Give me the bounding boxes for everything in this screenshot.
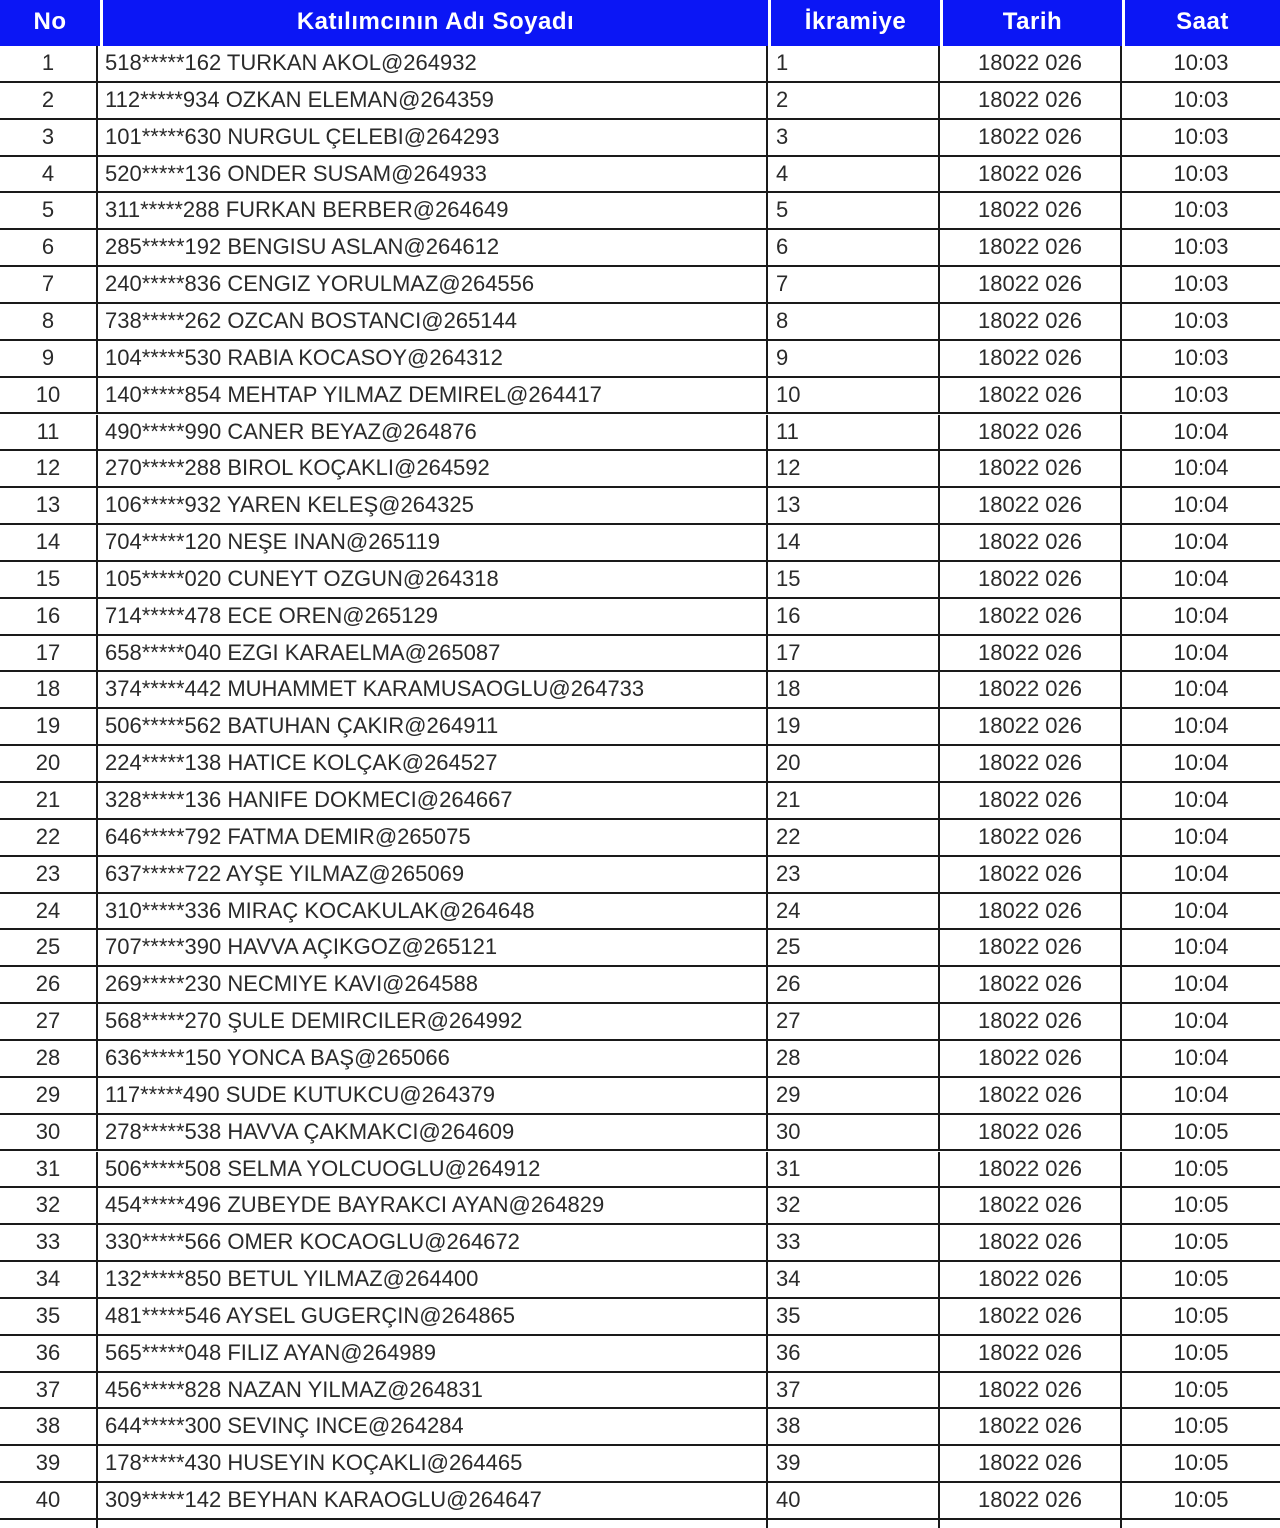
table-row[interactable] [0, 1004, 1280, 1041]
header-ikramiye[interactable]: İkramiye [768, 0, 940, 46]
cell-saat[interactable]: 10:03 [1120, 193, 1280, 230]
cell-saat[interactable]: 10:03 [1120, 267, 1280, 304]
table-row[interactable] [0, 672, 1280, 709]
cell-saat[interactable]: 10:04 [1120, 820, 1280, 857]
cell-tarih[interactable]: 18022 026 [938, 1041, 1120, 1078]
cell-ikramiye[interactable]: 24 [766, 894, 938, 931]
cell-name[interactable]: 714*****478 ECE OREN@265129 [96, 599, 766, 636]
cell-saat[interactable]: 10:03 [1120, 120, 1280, 157]
cell-tarih[interactable]: 18022 026 [938, 636, 1120, 673]
cell-tarih[interactable]: 18022 026 [938, 341, 1120, 378]
cell-saat[interactable]: 10:05 [1120, 1225, 1280, 1262]
cell-no[interactable]: 32 [0, 1188, 96, 1225]
cell-tarih[interactable]: 18022 026 [938, 967, 1120, 1004]
cell-ikramiye[interactable]: 26 [766, 967, 938, 1004]
cell-no[interactable]: 33 [0, 1225, 96, 1262]
table-row[interactable] [0, 746, 1280, 783]
cell-no[interactable]: 11 [0, 415, 96, 452]
cell-saat[interactable]: 10:05 [1120, 1336, 1280, 1373]
cell-tarih[interactable]: 18022 026 [938, 1115, 1120, 1152]
cell-name[interactable]: 104*****530 RABIA KOCASOY@264312 [96, 341, 766, 378]
table-row[interactable] [0, 636, 1280, 673]
cell-ikramiye[interactable]: 19 [766, 709, 938, 746]
cell-tarih[interactable]: 18022 026 [938, 1004, 1120, 1041]
cell-saat[interactable]: 10:04 [1120, 525, 1280, 562]
cell-ikramiye[interactable]: 11 [766, 415, 938, 452]
cell-tarih[interactable]: 18022 026 [938, 709, 1120, 746]
cell-tarih[interactable]: 18022 026 [938, 1152, 1120, 1189]
table-row[interactable] [0, 1115, 1280, 1152]
cell-saat[interactable]: 10:04 [1120, 709, 1280, 746]
table-row[interactable] [0, 599, 1280, 636]
cell-saat[interactable]: 10:05 [1120, 1188, 1280, 1225]
cell-tarih[interactable]: 18022 026 [938, 304, 1120, 341]
table-row[interactable] [0, 378, 1280, 415]
cell-name[interactable]: 285*****192 BENGISU ASLAN@264612 [96, 230, 766, 267]
cell-ikramiye[interactable]: 6 [766, 230, 938, 267]
cell-name[interactable]: 704*****120 NEŞE INAN@265119 [96, 525, 766, 562]
cell-ikramiye[interactable]: 25 [766, 930, 938, 967]
cell-no[interactable]: 30 [0, 1115, 96, 1152]
header-name[interactable]: Katılımcının Adı Soyadı [100, 0, 768, 46]
cell-no[interactable]: 19 [0, 709, 96, 746]
header-no[interactable]: No [0, 0, 100, 46]
cell-ikramiye[interactable]: 29 [766, 1078, 938, 1115]
cell-name[interactable]: 132*****850 BETUL YILMAZ@264400 [96, 1262, 766, 1299]
cell-saat[interactable]: 10:04 [1120, 967, 1280, 1004]
cell-ikramiye[interactable]: 30 [766, 1115, 938, 1152]
cell-name[interactable]: 520*****136 ONDER SUSAM@264933 [96, 157, 766, 194]
cell-tarih[interactable]: 18022 026 [938, 1262, 1120, 1299]
cell-saat[interactable]: 10:05 [1120, 1152, 1280, 1189]
table-row[interactable] [0, 967, 1280, 1004]
cell-ikramiye[interactable]: 12 [766, 451, 938, 488]
cell-no[interactable]: 5 [0, 193, 96, 230]
cell-tarih[interactable]: 18022 026 [938, 1078, 1120, 1115]
cell-tarih[interactable]: 18022 026 [938, 525, 1120, 562]
table-row[interactable] [0, 415, 1280, 452]
cell-saat[interactable]: 10:04 [1120, 562, 1280, 599]
cell-saat[interactable]: 10:03 [1120, 83, 1280, 120]
cell-no[interactable]: 18 [0, 672, 96, 709]
table-row[interactable] [0, 930, 1280, 967]
table-row[interactable] [0, 341, 1280, 378]
cell-saat[interactable]: 10:04 [1120, 488, 1280, 525]
cell-tarih[interactable]: 18022 026 [938, 1446, 1120, 1483]
cell-no[interactable]: 35 [0, 1299, 96, 1336]
cell-ikramiye[interactable]: 37 [766, 1373, 938, 1410]
cell-name[interactable]: 270*****288 BIROL KOÇAKLI@264592 [96, 451, 766, 488]
cell-name[interactable]: 240*****836 CENGIZ YORULMAZ@264556 [96, 267, 766, 304]
table-row[interactable] [0, 894, 1280, 931]
cell-ikramiye[interactable]: 15 [766, 562, 938, 599]
cell-tarih[interactable]: 18022 026 [938, 894, 1120, 931]
cell-tarih[interactable]: 18022 026 [938, 1483, 1120, 1520]
cell-ikramiye[interactable]: 20 [766, 746, 938, 783]
cell-saat[interactable]: 10:04 [1120, 746, 1280, 783]
cell-no[interactable]: 26 [0, 967, 96, 1004]
cell-name[interactable]: 117*****490 SUDE KUTUKCU@264379 [96, 1078, 766, 1115]
cell-tarih[interactable]: 18022 026 [938, 820, 1120, 857]
table-row[interactable] [0, 1336, 1280, 1373]
cell-saat[interactable]: 10:05 [1120, 1483, 1280, 1520]
cell-no[interactable]: 4 [0, 157, 96, 194]
cell-tarih[interactable]: 18022 026 [938, 451, 1120, 488]
table-row[interactable] [0, 525, 1280, 562]
cell-ikramiye[interactable]: 35 [766, 1299, 938, 1336]
cell-ikramiye[interactable]: 31 [766, 1152, 938, 1189]
cell-name[interactable]: 565*****048 FILIZ AYAN@264989 [96, 1336, 766, 1373]
cell-saat[interactable]: 10:05 [1120, 1115, 1280, 1152]
cell-tarih[interactable]: 18022 026 [938, 157, 1120, 194]
cell-ikramiye[interactable]: 33 [766, 1225, 938, 1262]
cell-saat[interactable]: 10:04 [1120, 930, 1280, 967]
empty-cell [766, 1520, 938, 1528]
cell-name[interactable]: 330*****566 OMER KOCAOGLU@264672 [96, 1225, 766, 1262]
cell-name[interactable]: 374*****442 MUHAMMET KARAMUSAOGLU@264733 [96, 672, 766, 709]
cell-saat[interactable]: 10:04 [1120, 672, 1280, 709]
cell-tarih[interactable]: 18022 026 [938, 930, 1120, 967]
cell-no[interactable]: 21 [0, 783, 96, 820]
cell-saat[interactable]: 10:03 [1120, 230, 1280, 267]
cell-name[interactable]: 106*****932 YAREN KELEŞ@264325 [96, 488, 766, 525]
cell-ikramiye[interactable]: 7 [766, 267, 938, 304]
cell-name[interactable]: 269*****230 NECMIYE KAVI@264588 [96, 967, 766, 1004]
cell-no[interactable]: 3 [0, 120, 96, 157]
header-tarih[interactable]: Tarih [940, 0, 1122, 46]
cell-name[interactable]: 454*****496 ZUBEYDE BAYRAKCI AYAN@264829 [96, 1188, 766, 1225]
cell-no[interactable]: 7 [0, 267, 96, 304]
cell-name[interactable]: 738*****262 OZCAN BOSTANCI@265144 [96, 304, 766, 341]
empty-cell [1120, 1520, 1280, 1528]
cell-name[interactable]: 224*****138 HATICE KOLÇAK@264527 [96, 746, 766, 783]
table-row[interactable] [0, 157, 1280, 194]
cell-no[interactable]: 22 [0, 820, 96, 857]
cell-saat[interactable]: 10:04 [1120, 599, 1280, 636]
cell-name[interactable]: 481*****546 AYSEL GUGERÇIN@264865 [96, 1299, 766, 1336]
table-row[interactable] [0, 230, 1280, 267]
cell-no[interactable]: 10 [0, 378, 96, 415]
cell-ikramiye[interactable]: 32 [766, 1188, 938, 1225]
cell-ikramiye[interactable]: 9 [766, 341, 938, 378]
cell-ikramiye[interactable]: 13 [766, 488, 938, 525]
cell-tarih[interactable]: 18022 026 [938, 857, 1120, 894]
cell-no[interactable]: 40 [0, 1483, 96, 1520]
cell-ikramiye[interactable]: 8 [766, 304, 938, 341]
cell-ikramiye[interactable]: 36 [766, 1336, 938, 1373]
table-row[interactable] [0, 1483, 1280, 1520]
cell-no[interactable]: 38 [0, 1409, 96, 1446]
cell-name[interactable]: 490*****990 CANER BEYAZ@264876 [96, 415, 766, 452]
cell-name[interactable]: 658*****040 EZGI KARAELMA@265087 [96, 636, 766, 673]
cell-tarih[interactable]: 18022 026 [938, 46, 1120, 83]
cell-ikramiye[interactable]: 16 [766, 599, 938, 636]
cell-ikramiye[interactable]: 28 [766, 1041, 938, 1078]
cell-tarih[interactable]: 18022 026 [938, 83, 1120, 120]
table-row[interactable] [0, 820, 1280, 857]
cell-name[interactable]: 105*****020 CUNEYT OZGUN@264318 [96, 562, 766, 599]
cell-name[interactable]: 506*****508 SELMA YOLCUOGLU@264912 [96, 1152, 766, 1189]
cell-saat[interactable]: 10:04 [1120, 894, 1280, 931]
cell-tarih[interactable]: 18022 026 [938, 1225, 1120, 1262]
empty-cell [938, 1520, 1120, 1528]
cell-no[interactable]: 24 [0, 894, 96, 931]
cell-tarih[interactable]: 18022 026 [938, 1373, 1120, 1410]
cell-name[interactable]: 456*****828 NAZAN YILMAZ@264831 [96, 1373, 766, 1410]
cell-no[interactable]: 8 [0, 304, 96, 341]
cell-name[interactable]: 112*****934 OZKAN ELEMAN@264359 [96, 83, 766, 120]
cell-saat[interactable]: 10:03 [1120, 157, 1280, 194]
cell-ikramiye[interactable]: 4 [766, 157, 938, 194]
empty-cell [0, 1520, 96, 1528]
cell-tarih[interactable]: 18022 026 [938, 415, 1120, 452]
cell-name[interactable]: 506*****562 BATUHAN ÇAKIR@264911 [96, 709, 766, 746]
cell-name[interactable]: 518*****162 TURKAN AKOL@264932 [96, 46, 766, 83]
table-row[interactable] [0, 857, 1280, 894]
cell-no[interactable]: 23 [0, 857, 96, 894]
cell-ikramiye[interactable]: 21 [766, 783, 938, 820]
table-row[interactable] [0, 1225, 1280, 1262]
table-row[interactable] [0, 1299, 1280, 1336]
table-row[interactable] [0, 1152, 1280, 1189]
cell-saat[interactable]: 10:05 [1120, 1262, 1280, 1299]
cell-tarih[interactable]: 18022 026 [938, 120, 1120, 157]
cell-name[interactable]: 707*****390 HAVVA AÇIKGOZ@265121 [96, 930, 766, 967]
cell-no[interactable]: 34 [0, 1262, 96, 1299]
cell-ikramiye[interactable]: 14 [766, 525, 938, 562]
cell-tarih[interactable]: 18022 026 [938, 1188, 1120, 1225]
cell-saat[interactable]: 10:03 [1120, 46, 1280, 83]
cell-ikramiye[interactable]: 34 [766, 1262, 938, 1299]
cell-saat[interactable]: 10:04 [1120, 451, 1280, 488]
cell-tarih[interactable]: 18022 026 [938, 1409, 1120, 1446]
cell-saat[interactable]: 10:04 [1120, 1078, 1280, 1115]
cell-saat[interactable]: 10:03 [1120, 304, 1280, 341]
cell-saat[interactable]: 10:04 [1120, 415, 1280, 452]
cell-saat[interactable]: 10:04 [1120, 1041, 1280, 1078]
table-row[interactable] [0, 193, 1280, 230]
cell-no[interactable]: 27 [0, 1004, 96, 1041]
cell-name[interactable]: 328*****136 HANIFE DOKMECI@264667 [96, 783, 766, 820]
cell-no[interactable]: 2 [0, 83, 96, 120]
cell-no[interactable]: 6 [0, 230, 96, 267]
cell-ikramiye[interactable]: 39 [766, 1446, 938, 1483]
empty-cell [96, 1520, 766, 1528]
cell-no[interactable]: 1 [0, 46, 96, 83]
cell-tarih[interactable]: 18022 026 [938, 378, 1120, 415]
cell-saat[interactable]: 10:04 [1120, 636, 1280, 673]
header-saat[interactable]: Saat [1122, 0, 1280, 46]
cell-ikramiye[interactable]: 5 [766, 193, 938, 230]
cell-saat[interactable]: 10:04 [1120, 783, 1280, 820]
cell-no[interactable]: 31 [0, 1152, 96, 1189]
cell-no[interactable]: 20 [0, 746, 96, 783]
table-row[interactable] [0, 1446, 1280, 1483]
cell-ikramiye[interactable]: 3 [766, 120, 938, 157]
table-row[interactable] [0, 451, 1280, 488]
cell-no[interactable]: 39 [0, 1446, 96, 1483]
cell-no[interactable]: 17 [0, 636, 96, 673]
cell-tarih[interactable]: 18022 026 [938, 599, 1120, 636]
table-row[interactable] [0, 267, 1280, 304]
cell-saat[interactable]: 10:05 [1120, 1373, 1280, 1410]
cell-no[interactable]: 28 [0, 1041, 96, 1078]
cell-name[interactable]: 637*****722 AYŞE YILMAZ@265069 [96, 857, 766, 894]
table-row[interactable] [0, 304, 1280, 341]
table-row[interactable] [0, 1409, 1280, 1446]
cell-ikramiye[interactable]: 17 [766, 636, 938, 673]
cell-name[interactable]: 140*****854 MEHTAP YILMAZ DEMIREL@264417 [96, 378, 766, 415]
cell-ikramiye[interactable]: 22 [766, 820, 938, 857]
cell-ikramiye[interactable]: 40 [766, 1483, 938, 1520]
cell-saat[interactable]: 10:05 [1120, 1299, 1280, 1336]
cell-name[interactable]: 646*****792 FATMA DEMIR@265075 [96, 820, 766, 857]
table-row[interactable] [0, 783, 1280, 820]
table-row[interactable] [0, 1078, 1280, 1115]
cell-ikramiye[interactable]: 23 [766, 857, 938, 894]
cell-tarih[interactable]: 18022 026 [938, 746, 1120, 783]
cell-tarih[interactable]: 18022 026 [938, 783, 1120, 820]
table-row[interactable] [0, 1041, 1280, 1078]
cell-ikramiye[interactable]: 38 [766, 1409, 938, 1446]
cell-name[interactable]: 178*****430 HUSEYIN KOÇAKLI@264465 [96, 1446, 766, 1483]
table-row[interactable] [0, 562, 1280, 599]
cell-saat[interactable]: 10:04 [1120, 857, 1280, 894]
cell-no[interactable]: 25 [0, 930, 96, 967]
cell-no[interactable]: 16 [0, 599, 96, 636]
table-row[interactable] [0, 1262, 1280, 1299]
cell-tarih[interactable]: 18022 026 [938, 267, 1120, 304]
cell-saat[interactable]: 10:03 [1120, 341, 1280, 378]
cell-name[interactable]: 278*****538 HAVVA ÇAKMAKCI@264609 [96, 1115, 766, 1152]
cell-saat[interactable]: 10:03 [1120, 378, 1280, 415]
cell-tarih[interactable]: 18022 026 [938, 1336, 1120, 1373]
cell-name[interactable]: 310*****336 MIRAÇ KOCAKULAK@264648 [96, 894, 766, 931]
cell-ikramiye[interactable]: 18 [766, 672, 938, 709]
cell-name[interactable]: 101*****630 NURGUL ÇELEBI@264293 [96, 120, 766, 157]
cell-no[interactable]: 36 [0, 1336, 96, 1373]
table-row[interactable] [0, 1373, 1280, 1410]
table-row[interactable] [0, 709, 1280, 746]
cell-no[interactable]: 9 [0, 341, 96, 378]
cell-no[interactable]: 37 [0, 1373, 96, 1410]
cell-name[interactable]: 644*****300 SEVINÇ INCE@264284 [96, 1409, 766, 1446]
table-row-partial [0, 1520, 1280, 1528]
cell-saat[interactable]: 10:05 [1120, 1409, 1280, 1446]
cell-name[interactable]: 311*****288 FURKAN BERBER@264649 [96, 193, 766, 230]
table-row[interactable] [0, 83, 1280, 120]
cell-tarih[interactable]: 18022 026 [938, 193, 1120, 230]
table-row[interactable] [0, 1188, 1280, 1225]
cell-no[interactable]: 12 [0, 451, 96, 488]
cell-name[interactable]: 568*****270 ŞULE DEMIRCILER@264992 [96, 1004, 766, 1041]
cell-name[interactable]: 636*****150 YONCA BAŞ@265066 [96, 1041, 766, 1078]
cell-no[interactable]: 29 [0, 1078, 96, 1115]
cell-tarih[interactable]: 18022 026 [938, 1299, 1120, 1336]
cell-saat[interactable]: 10:04 [1120, 1004, 1280, 1041]
table-row[interactable] [0, 488, 1280, 525]
cell-tarih[interactable]: 18022 026 [938, 230, 1120, 267]
cell-no[interactable]: 14 [0, 525, 96, 562]
cell-saat[interactable]: 10:05 [1120, 1446, 1280, 1483]
cell-ikramiye[interactable]: 27 [766, 1004, 938, 1041]
cell-tarih[interactable]: 18022 026 [938, 672, 1120, 709]
cell-ikramiye[interactable]: 1 [766, 46, 938, 83]
cell-tarih[interactable]: 18022 026 [938, 562, 1120, 599]
cell-no[interactable]: 13 [0, 488, 96, 525]
table-row[interactable] [0, 120, 1280, 157]
cell-name[interactable]: 309*****142 BEYHAN KARAOGLU@264647 [96, 1483, 766, 1520]
cell-ikramiye[interactable]: 10 [766, 378, 938, 415]
cell-ikramiye[interactable]: 2 [766, 83, 938, 120]
cell-no[interactable]: 15 [0, 562, 96, 599]
table-row[interactable] [0, 46, 1280, 83]
header-row [0, 0, 1280, 46]
cell-tarih[interactable]: 18022 026 [938, 488, 1120, 525]
